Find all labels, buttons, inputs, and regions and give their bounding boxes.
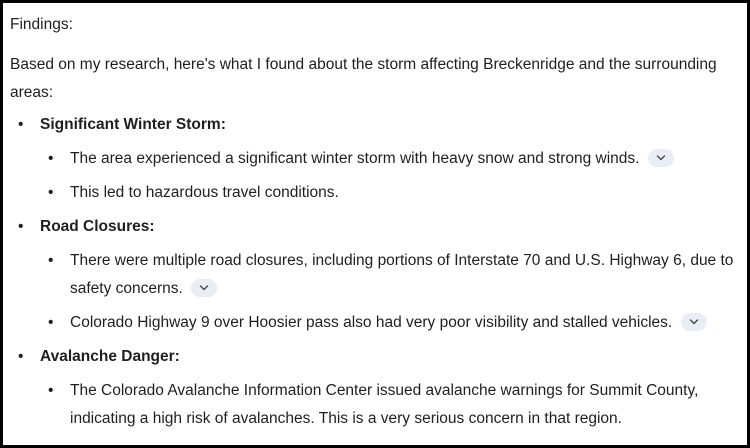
section-item	[10, 111, 744, 207]
bullet: •	[48, 314, 54, 331]
list-item	[40, 145, 744, 173]
list-item-text: There were multiple road closures, including portions of Interstate 70 and U.S. Highway 6, due to safety concerns.	[70, 252, 734, 297]
bullet: •	[18, 218, 24, 235]
findings-content	[10, 11, 744, 439]
list-item-text: This led to hazardous travel conditions.	[70, 184, 339, 201]
section-sublist	[40, 377, 744, 433]
findings-list	[10, 111, 744, 433]
list-item	[40, 377, 744, 433]
list-item	[40, 309, 744, 337]
list-item	[40, 179, 744, 207]
expand-source-button[interactable]	[191, 279, 217, 297]
expand-source-button[interactable]	[648, 149, 674, 167]
list-item-text: The Colorado Avalanche Information Center issued avalanche warnings for Summit County, indicating a high risk of avalanches. This is a very serious concern in that region.	[70, 382, 699, 427]
list-item	[40, 247, 744, 303]
bullet: •	[48, 150, 54, 167]
findings-intro: Based on my research, here's what I found about the storm affecting Breckenridge and the surrounding areas:	[10, 56, 717, 101]
bullet: •	[48, 252, 54, 269]
bullet: •	[18, 116, 24, 133]
findings-heading: Findings:	[10, 16, 73, 33]
chevron-down-icon	[689, 319, 699, 325]
section-item	[10, 343, 744, 433]
section-sublist	[40, 247, 744, 337]
expand-source-button[interactable]	[681, 313, 707, 331]
section-item	[10, 213, 744, 337]
bullet: •	[48, 382, 54, 399]
section-title: Road Closures:	[40, 218, 155, 235]
list-item-text: The area experienced a significant winter storm with heavy snow and strong winds.	[70, 150, 640, 167]
chevron-down-icon	[199, 285, 209, 291]
section-title: Avalanche Danger:	[40, 348, 180, 365]
bullet: •	[48, 184, 54, 201]
list-item-text: Colorado Highway 9 over Hoosier pass also had very poor visibility and stalled vehicles.	[70, 314, 673, 331]
chevron-down-icon	[656, 155, 666, 161]
section-sublist	[40, 145, 744, 207]
bullet: •	[18, 348, 24, 365]
section-title: Significant Winter Storm:	[40, 116, 226, 133]
